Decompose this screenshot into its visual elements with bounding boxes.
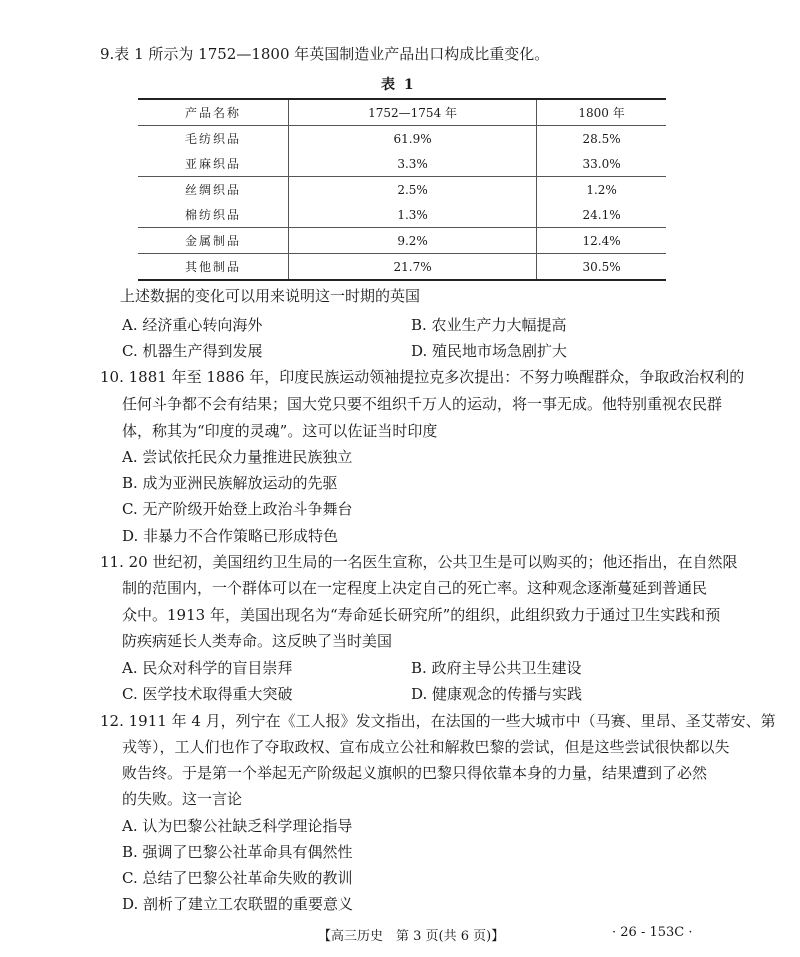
row-product: 金属制品 — [138, 228, 289, 254]
header-product-name: 产品名称 — [138, 99, 289, 126]
q10-option-b[interactable]: B. 成为亚洲民族解放运动的先驱 — [122, 474, 338, 492]
q9-option-d[interactable]: D. 殖民地市场急剧扩大 — [411, 342, 568, 360]
row-value-1752: 3.3% — [289, 151, 537, 177]
q12-stem-line-4: 的失败。这一言论 — [122, 790, 243, 808]
table-row — [138, 126, 666, 152]
q12-stem-line-1: 12. 1911 年 4 月，列宁在《工人报》发文指出，在法国的一些大城市中（马赛、里昂、圣艾蒂安、第 — [100, 712, 776, 730]
q11-option-d[interactable]: D. 健康观念的传播与实践 — [411, 685, 583, 703]
row-value-1800: 30.5% — [537, 254, 666, 281]
row-product: 棉纺织品 — [138, 202, 289, 228]
row-value-1752: 9.2% — [289, 228, 537, 254]
q9-stem: 9.表 1 所示为 1752—1800 年英国制造业产品出口构成比重变化。 — [100, 45, 550, 63]
row-value-1800: 24.1% — [537, 202, 666, 228]
q10-stem-line-3: 体，称其为“印度的灵魂”。这可以佐证当时印度 — [122, 422, 438, 440]
table-row — [138, 202, 666, 228]
row-product: 其他制品 — [138, 254, 289, 281]
q12-option-a[interactable]: A. 认为巴黎公社缺乏科学理论指导 — [122, 817, 353, 835]
q12-option-c[interactable]: C. 总结了巴黎公社革命失败的教训 — [122, 869, 353, 887]
row-value-1752: 1.3% — [289, 202, 537, 228]
row-product: 毛纺织品 — [138, 126, 289, 152]
header-year-1800: 1800 年 — [537, 99, 666, 126]
row-value-1752: 2.5% — [289, 177, 537, 203]
q11-option-a[interactable]: A. 民众对科学的盲目崇拜 — [122, 659, 293, 677]
q11-stem-line-1: 11. 20 世纪初，美国纽约卫生局的一名医生宣称，公共卫生是可以购买的；他还指出，在自然限 — [100, 553, 738, 571]
q10-option-d[interactable]: D. 非暴力不合作策略已形成特色 — [122, 527, 339, 545]
q11-stem-line-2: 制的范围内，一个群体可以在一定程度上决定自己的死亡率。这种观念逐渐蔓延到普通民 — [122, 579, 708, 597]
paper-code: · 26 - 153C · — [612, 925, 693, 940]
table-row — [138, 228, 666, 254]
table-caption: 表 1 — [381, 77, 416, 93]
table-row — [138, 177, 666, 203]
row-product: 亚麻织品 — [138, 151, 289, 177]
row-value-1752: 21.7% — [289, 254, 537, 281]
q12-stem-line-3: 败告终。于是第一个举起无产阶级起义旗帜的巴黎只得依靠本身的力量，结果遭到了必然 — [122, 764, 708, 782]
row-value-1800: 1.2% — [537, 177, 666, 203]
q11-option-c[interactable]: C. 医学技术取得重大突破 — [122, 685, 293, 703]
q9-option-a[interactable]: A. 经济重心转向海外 — [122, 316, 263, 334]
q10-option-a[interactable]: A. 尝试依托民众力量推进民族独立 — [122, 448, 353, 466]
q11-option-b[interactable]: B. 政府主导公共卫生建设 — [411, 659, 582, 677]
q11-stem-line-4: 防疾病延长人类寿命。这反映了当时美国 — [122, 632, 393, 650]
table-row — [138, 151, 666, 177]
q12-option-b[interactable]: B. 强调了巴黎公社革命具有偶然性 — [122, 843, 353, 861]
table-row — [138, 254, 666, 281]
q9-question: 上述数据的变化可以用来说明这一时期的英国 — [120, 287, 421, 305]
q10-option-c[interactable]: C. 无产阶级开始登上政治斗争舞台 — [122, 500, 353, 518]
q12-option-d[interactable]: D. 剖析了建立工农联盟的重要意义 — [122, 895, 354, 913]
row-value-1800: 28.5% — [537, 126, 666, 152]
q12-stem-line-2: 戎等），工人们也作了夺取政权、宣布成立公社和解救巴黎的尝试，但是这些尝试很快都以失 — [122, 738, 730, 756]
page-footer: 【高三历史 第 3 页(共 6 页)】 — [318, 929, 505, 944]
table-header-row — [138, 99, 666, 126]
q11-stem-line-3: 众中。1913 年，美国出现名为“寿命延长研究所”的组织，此组织致力于通过卫生实践和预 — [122, 606, 721, 624]
header-period-1752: 1752—1754 年 — [289, 99, 537, 126]
q9-option-c[interactable]: C. 机器生产得到发展 — [122, 342, 263, 360]
export-structure-table — [138, 98, 666, 281]
row-value-1752: 61.9% — [289, 126, 537, 152]
q10-stem-line-1: 10. 1881 年至 1886 年，印度民族运动领袖提拉克多次提出：不努力唤醒群众，争取政治权利的 — [100, 368, 745, 386]
row-value-1800: 12.4% — [537, 228, 666, 254]
row-product: 丝绸织品 — [138, 177, 289, 203]
q10-stem-line-2: 任何斗争都不会有结果；国大党只要不组织千万人的运动，将一事无成。他特别重视农民群 — [122, 395, 723, 413]
row-value-1800: 33.0% — [537, 151, 666, 177]
q9-option-b[interactable]: B. 农业生产力大幅提高 — [411, 316, 567, 334]
